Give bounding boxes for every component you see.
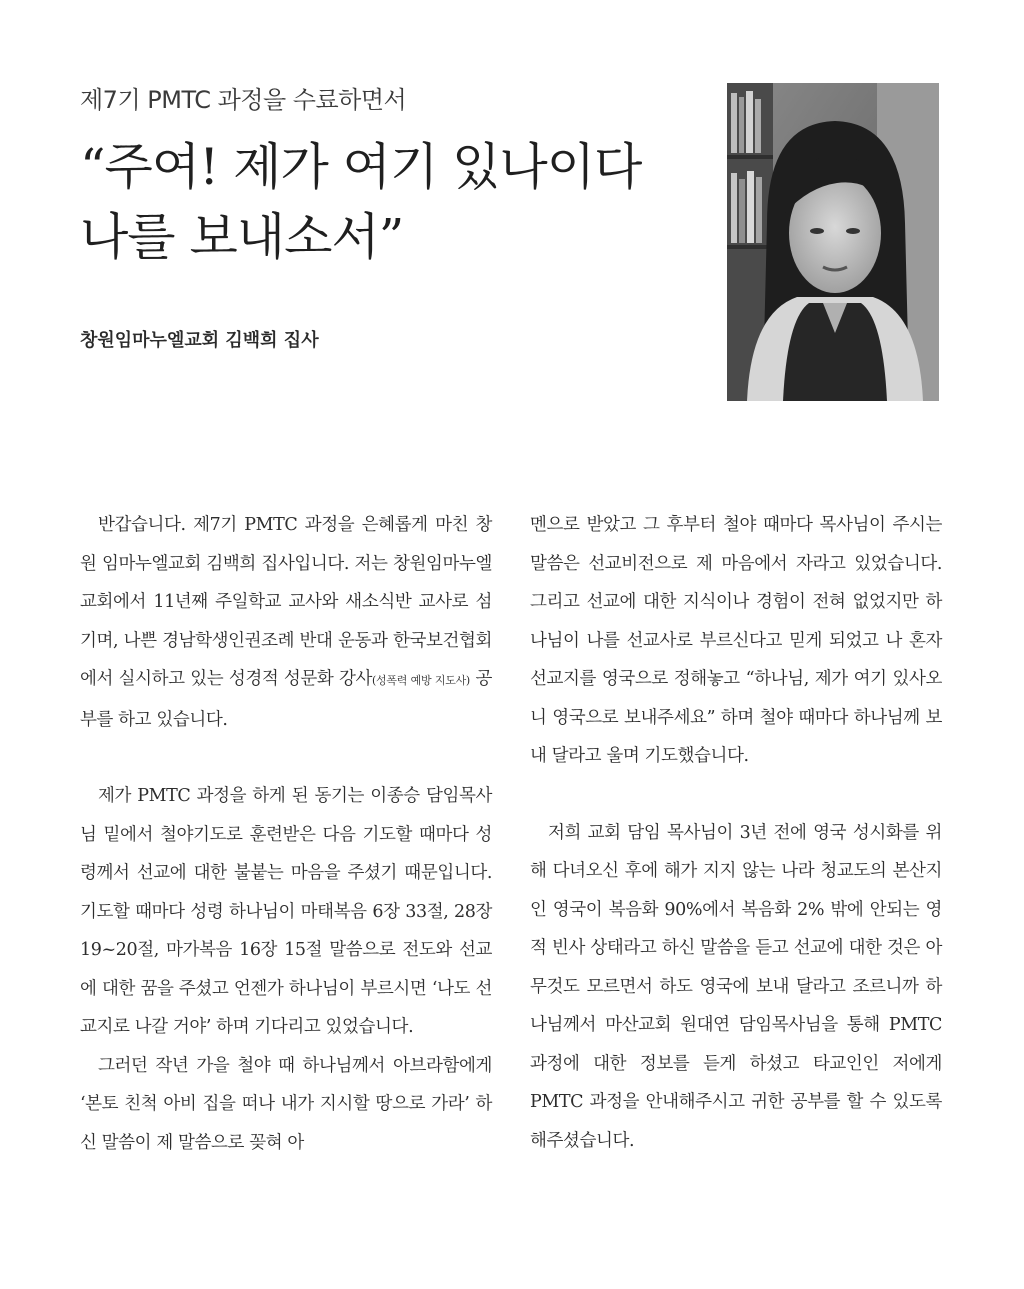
left-paragraph-1-end: 공부를 하고 있습니다. (80, 669, 492, 730)
left-paragraph-3: 그러던 작년 가을 철야 때 하나님께서 아브라함에게 ‘본토 친척 아비 집을 떠나 내가 지시할 땅으로 가라’ 하신 말씀이 제 말씀으로 꽂혀 아 (80, 1055, 492, 1153)
article-subtitle: 제7기 PMTC 과정을 수료하면서 (80, 86, 407, 114)
author-portrait-photo (727, 83, 939, 401)
title-line-2: 나를 보내소서” (80, 208, 404, 266)
title-line-1: “주여! 제가 여기 있나이다 (80, 138, 642, 196)
right-paragraph-1: 멘으로 받았고 그 후부터 철야 때마다 목사님이 주시는 말씀은 선교비전으로 제 마음에서 자라고 있었습니다. 그리고 선교에 대한 지식이나 경험이 전혀 없었지만 하나님이 나를 선교사로 부르신다고 믿게 되었고 나 혼자 선교지를 영국으로 정해놓고 “하나님, 제가 여기 있사오니 영국으로 보내주세요” 하며 철야 때마다 하나님께 보내 달라고 울며 기도했습니다. (530, 515, 942, 766)
author-byline: 창원임마누엘교회 김백희 집사 (80, 330, 319, 351)
portrait-photo-icon (727, 83, 939, 401)
left-paragraph-1-text: 반갑습니다. 제7기 PMTC 과정을 은혜롭게 마친 창원 임마누엘교회 김백희 집사입니다. 저는 창원임마누엘교회에서 11년째 주일학교 교사와 새소식반 교사로 섬기며, 나쁜 경남학생인권조례 반대 운동과 한국보건협회에서 실시하고 있는 성경적 성문화 강사 (80, 515, 492, 689)
right-column (530, 506, 942, 1160)
left-paragraph-1-note: (성폭력 예방 지도사) (372, 674, 470, 687)
right-paragraph-2: 저희 교회 담임 목사님이 3년 전에 영국 성시화를 위해 다녀오신 후에 해가 지지 않는 나라 청교도의 본산지인 영국이 복음화 90%에서 복음화 2% 밖에 안되는 영적 빈사 상태라고 하신 말씀을 듣고 선교에 대한 것은 아무것도 모르면서 하도 영국에 보내 달라고 조르니까 하나님께서 마산교회 원대연 담임목사님을 통해 PMTC 과정에 대한 정보를 듣게 하셨고 타교인인 저에게 PMTC 과정을 안내해주시고 귀한 공부를 할 수 있도록 해주셨습니다. (530, 822, 942, 1151)
article-title (80, 132, 641, 272)
paragraph-gap (530, 776, 942, 814)
left-paragraph-2: 제가 PMTC 과정을 하게 된 동기는 이종승 담임목사님 밑에서 철야기도로 훈련받은 다음 기도할 때마다 성령께서 선교에 대한 불붙는 마음을 주셨기 때문입니다. 기도할 때마다 성령 하나님이 마태복음 6장 33절, 28장 19~20절, 마가복음 16장 15절 말씀으로 전도와 선교에 대한 꿈을 주셨고 언젠가 하나님이 부르시면 ‘나도 선교지로 나갈 거야’ 하며 기다리고 있었습니다. (80, 786, 492, 1037)
left-column (80, 506, 492, 1162)
left-paragraph-1 (80, 506, 492, 739)
paragraph-gap (80, 739, 492, 777)
